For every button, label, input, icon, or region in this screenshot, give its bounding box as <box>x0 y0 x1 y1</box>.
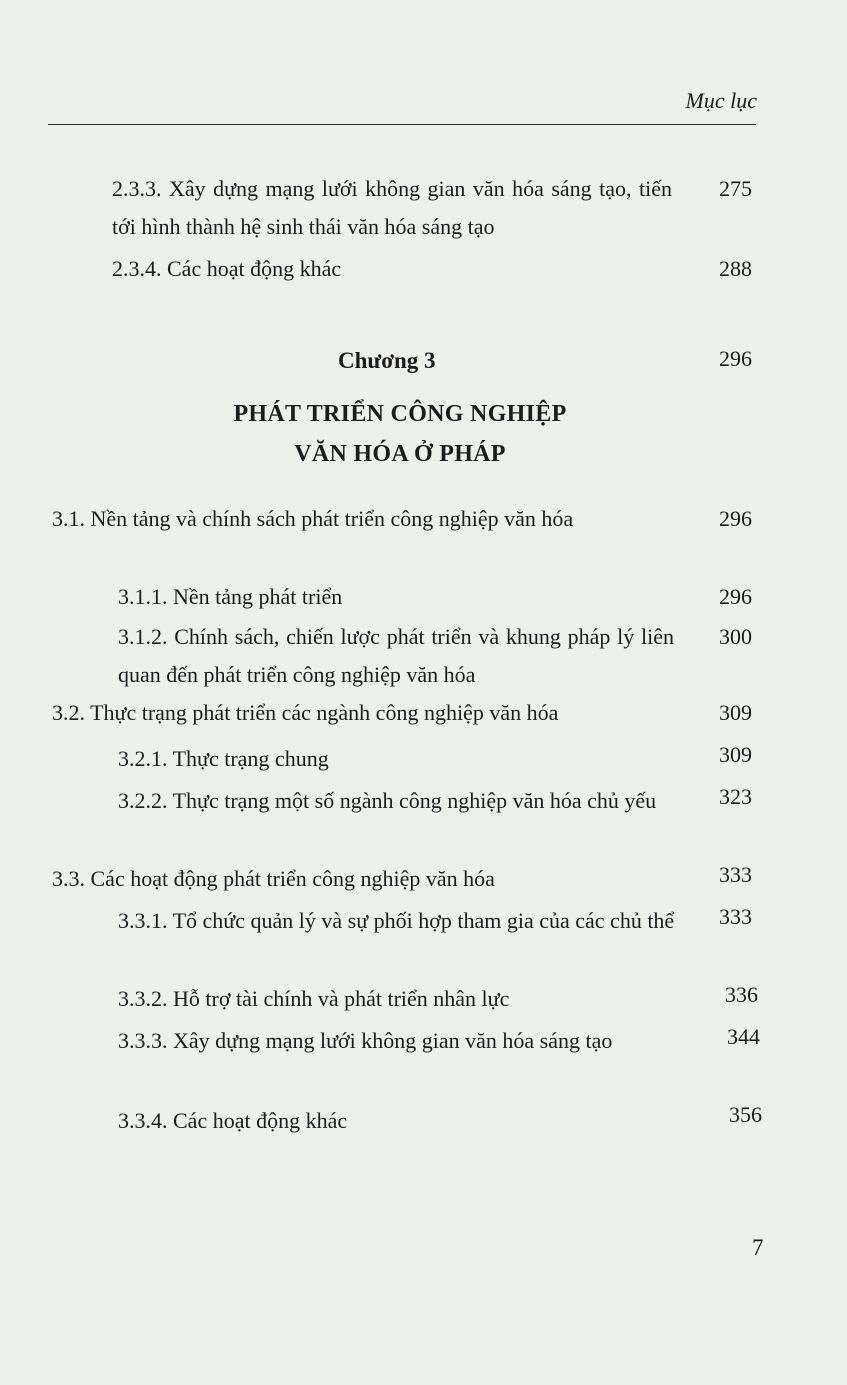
toc-entry-page: 356 <box>729 1102 762 1127</box>
toc-entry-2-3-4 <box>112 250 752 290</box>
toc-entry-3-1-2 <box>118 618 752 698</box>
toc-entry-text: 3.3.4. Các hoạt động khác <box>118 1108 348 1133</box>
toc-entry-text: 3.2.2. Thực trạng một số ngành công nghiệp văn hóa chủ yếu <box>118 788 657 813</box>
toc-entry-page: 336 <box>725 982 758 1007</box>
toc-entry-3-3-2 <box>118 980 758 1020</box>
toc-entry-text: 3.1. Nền tảng và chính sách phát triển công nghiệp văn hóa <box>52 506 574 531</box>
toc-entry-page: 275 <box>719 176 752 201</box>
toc-entry-text: 3.3.3. Xây dựng mạng lưới không gian văn hóa sáng tạo <box>118 1028 613 1053</box>
toc-entry-text: 3.1.1. Nền tảng phát triển <box>118 584 343 609</box>
toc-entry-page: 309 <box>719 700 752 725</box>
toc-entry-3-3 <box>52 860 752 900</box>
toc-entry-text: 3.3.2. Hỗ trợ tài chính và phát triển nhân lực <box>118 986 510 1011</box>
chapter-title-line2: VĂN HÓA Ở PHÁP <box>294 441 506 467</box>
toc-entry-text: 3.3.1. Tổ chức quản lý và sự phối hợp tham gia của các chủ thể <box>118 908 675 933</box>
toc-entry-3-2-1 <box>118 740 752 780</box>
toc-entry-text: 3.2. Thực trạng phát triển các ngành công nghiệp văn hóa <box>52 700 559 725</box>
toc-entry-3-3-3 <box>118 1022 760 1102</box>
toc-entry-text: 2.3.4. Các hoạt động khác <box>112 256 342 281</box>
toc-entry-3-2 <box>52 694 752 734</box>
toc-entry-page: 333 <box>719 904 752 929</box>
toc-entry-3-1-1 <box>118 578 752 618</box>
header-rule <box>48 124 756 125</box>
toc-entry-text: 2.3.3. Xây dựng mạng lưới không gian văn hóa sáng tạo, tiến tới hình thành hệ sinh thái văn hóa sáng tạo <box>112 176 672 239</box>
toc-entry-text: 3.3. Các hoạt động phát triển công nghiệp văn hóa <box>52 866 495 891</box>
toc-entry-text: 3.2.1. Thực trạng chung <box>118 746 329 771</box>
toc-entry-page: 296 <box>719 584 752 609</box>
toc-entry-page: 296 <box>719 506 752 531</box>
chapter-title-line1: PHÁT TRIỂN CÔNG NGHIỆP <box>233 401 567 427</box>
page-number: 7 <box>752 1235 764 1260</box>
chapter-page: 296 <box>719 346 752 371</box>
chapter-label: Chương 3 <box>338 348 436 373</box>
toc-entry-page: 288 <box>719 256 752 281</box>
toc-entry-page: 344 <box>727 1024 760 1049</box>
toc-entry-page: 323 <box>719 784 752 809</box>
toc-entry-page: 333 <box>719 862 752 887</box>
toc-entry-page: 300 <box>719 624 752 649</box>
page-header-title: Mục lục <box>685 88 757 113</box>
toc-entry-3-2-2 <box>118 782 752 862</box>
toc-entry-text: 3.1.2. Chính sách, chiến lược phát triển và khung pháp lý liên quan đến phát triển công nghiệp văn hóa <box>118 624 674 687</box>
chapter-title <box>200 394 600 474</box>
toc-entry-3-3-1 <box>118 902 752 982</box>
toc-entry-3-3-4 <box>118 1102 762 1142</box>
toc-entry-3-1 <box>52 500 752 580</box>
toc-entry-page: 309 <box>719 742 752 767</box>
toc-entry-2-3-3 <box>112 170 752 250</box>
